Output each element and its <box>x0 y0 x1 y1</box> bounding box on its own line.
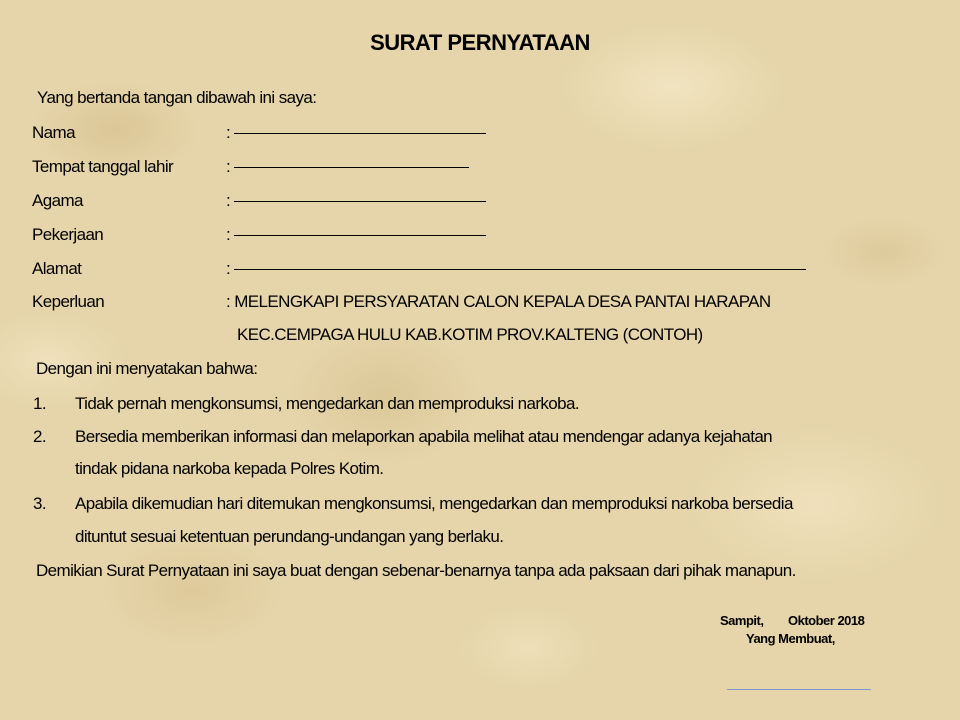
field-label-alamat: Alamat <box>32 259 82 278</box>
signature-place: Sampit, <box>720 613 764 628</box>
signature-date: Oktober 2018 <box>788 613 865 628</box>
field-nama: : <box>226 123 486 143</box>
field-blank-line <box>234 133 486 134</box>
item-number: 1. <box>33 394 46 413</box>
item-text: dituntut sesuai ketentuan perundang-undangan yang berlaku. <box>75 527 504 546</box>
statement-intro: Dengan ini menyatakan bahwa: <box>36 359 258 378</box>
field-blank-line <box>234 201 486 202</box>
item-text: tindak pidana narkoba kepada Polres Kotim. <box>75 459 384 478</box>
signature-role: Yang Membuat, <box>746 631 835 646</box>
purpose-line-2: KEC.CEMPAGA HULU KAB.KOTIM PROV.KALTENG (CONTOH) <box>237 325 703 344</box>
field-agama: : <box>226 191 486 211</box>
item-text: Apabila dikemudian hari ditemukan mengkonsumsi, mengedarkan dan memproduksi narkoba bersedia <box>75 494 793 513</box>
item-number: 3. <box>33 494 46 513</box>
intro-text: Yang bertanda tangan dibawah ini saya: <box>37 88 317 107</box>
field-tempat-tanggal-lahir: : <box>226 157 469 177</box>
field-label-tempat-tanggal-lahir: Tempat tanggal lahir <box>32 157 174 176</box>
field-label-keperluan: Keperluan <box>32 292 105 311</box>
field-label-nama: Nama <box>32 123 75 142</box>
field-blank-line <box>234 167 469 168</box>
field-label-pekerjaan: Pekerjaan <box>32 225 104 244</box>
document-title: SURAT PERNYATAAN <box>370 30 590 55</box>
item-text: Tidak pernah mengkonsumsi, mengedarkan dan memproduksi narkoba. <box>75 394 579 413</box>
closing-text: Demikian Surat Pernyataan ini saya buat dengan sebenar-benarnya tanpa ada paksaan dari pihak manapun. <box>36 561 796 580</box>
field-blank-line <box>234 235 486 236</box>
purpose-line-1: : MELENGKAPI PERSYARATAN CALON KEPALA DESA PANTAI HARAPAN <box>226 292 771 311</box>
field-alamat: : <box>226 259 806 279</box>
item-number: 2. <box>33 427 46 446</box>
field-pekerjaan: : <box>226 225 486 245</box>
field-label-agama: Agama <box>32 191 83 210</box>
signature-line <box>727 689 871 690</box>
item-text: Bersedia memberikan informasi dan melaporkan apabila melihat atau mendengar adanya kejahatan <box>75 427 773 446</box>
field-blank-line <box>234 269 806 270</box>
